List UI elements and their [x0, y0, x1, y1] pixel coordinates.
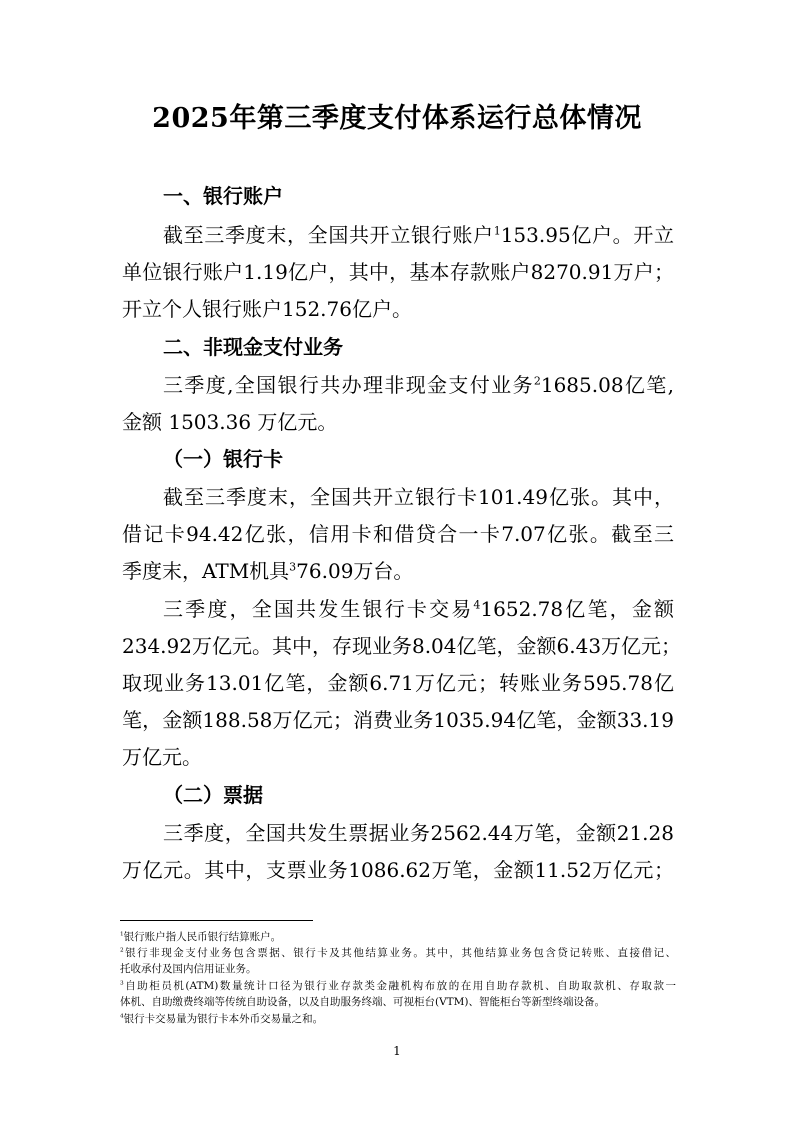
footnote-mark: 4 [120, 1013, 124, 1020]
footnote-4 [120, 1012, 676, 1027]
text-run: 三季度,全国银行共办理非现金支付业务 [163, 373, 534, 397]
footnote-text: 银行非现金支付业务包含票据、银行卡及其他结算业务。其中，其他结算业务包含贷记转账、直接借记、 [123, 947, 676, 959]
paragraph-line: 三季度，全国共发生票据业务2562.44万笔，金额21.28 [163, 821, 674, 845]
paragraph-line: 单位银行账户1.19亿户，其中，基本存款账户8270.91万户； [122, 260, 674, 284]
footnote-2 [120, 946, 676, 961]
footnote-text: 银行账户指人民币银行结算账户。 [123, 931, 282, 943]
paragraph-line [163, 219, 674, 248]
paragraph-line: 万亿元。其中，支票业务1086.62万笔，金额11.52万亿元； [122, 858, 674, 882]
footnote-ref: 4 [473, 598, 481, 612]
footnote-ref: 1 [493, 224, 501, 238]
paragraph-line: 截至三季度末，全国共开立银行卡101.49亿张。其中， [163, 485, 674, 509]
footnote-ref: 2 [533, 374, 541, 388]
footnote-text: 银行卡交易量为银行卡本外币交易量之和。 [123, 1013, 324, 1025]
text-run: 76.09万台。 [296, 559, 414, 583]
paragraph-line: 借记卡94.42亿张，信用卡和借贷合一卡7.07亿张。截至三 [122, 522, 674, 546]
paragraph-line: 笔，金额188.58万亿元；消费业务1035.94亿笔，金额33.19 [122, 708, 674, 732]
paragraph-line: 万亿元。 [122, 745, 202, 769]
text-run: 三季度，全国共发生银行卡交易 [163, 597, 474, 621]
footnote-mark: 1 [120, 931, 124, 938]
section-heading-noncash-payments: 二、非现金支付业务 [163, 335, 343, 359]
text-run: 1652.78亿笔，金额 [480, 597, 674, 621]
footnote-ref: 3 [289, 560, 297, 574]
text-run: 季度末，ATM机具 [122, 559, 290, 583]
subsection-heading-bills: （二）票据 [163, 783, 263, 807]
footnote-mark: 2 [120, 947, 124, 954]
text-run: 153.95亿户。开立 [500, 223, 675, 247]
paragraph-line: 取现业务13.01亿笔，金额6.71万亿元；转账业务595.78亿 [122, 671, 674, 695]
paragraph-line: 金额 1503.36 万亿元。 [122, 410, 338, 434]
footnote-text: 自助柜员机(ATM)数量统计口径为银行业存款类金融机构布放的在用自助存款机、自助取款机、存取款一 [123, 980, 676, 992]
footnote-mark: 3 [120, 980, 124, 987]
paragraph-line [163, 369, 674, 398]
text-run: 截至三季度末，全国共开立银行账户 [163, 223, 494, 247]
footnote-divider [120, 920, 313, 921]
paragraph-line [163, 593, 674, 622]
footnote-3-continued: 体机、自助缴费终端等传统自助设备，以及自助服务终端、可视柜台(VTM)、智能柜台等新型终端设备。 [120, 996, 606, 1008]
page-title: 2025年第三季度支付体系运行总体情况 [152, 103, 642, 134]
section-heading-bank-accounts: 一、银行账户 [163, 184, 283, 208]
subsection-heading-bank-cards: （一）银行卡 [163, 447, 283, 471]
text-run: 1685.08亿笔, [540, 373, 675, 397]
footnote-2-continued: 托收承付及国内信用证业务。 [120, 963, 257, 975]
paragraph-line [122, 555, 674, 584]
paragraph-line: 234.92万亿元。其中，存现业务8.04亿笔，金额6.43万亿元； [122, 634, 682, 658]
paragraph-line: 开立个人银行账户152.76亿户。 [122, 297, 412, 321]
footnote-1 [120, 930, 676, 945]
page-number: 1 [393, 1044, 401, 1058]
footnote-3 [120, 979, 676, 994]
